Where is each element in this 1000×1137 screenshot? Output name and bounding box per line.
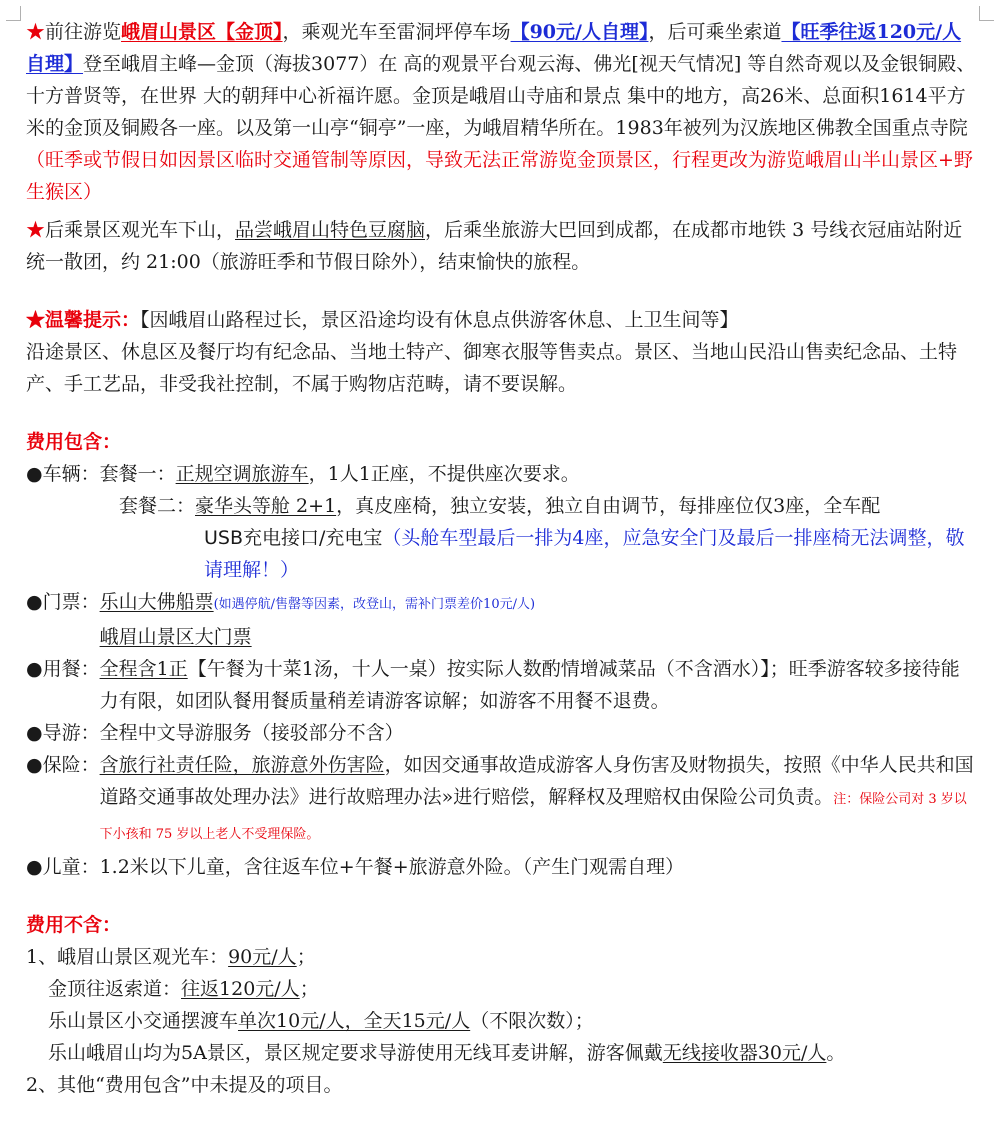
meal-row: ●用餐： 全程含1正【午餐为十菜1汤，十人一桌）按实际人数酌情增减菜品（不含酒水）】；旺季游客较多接待能力有限，如团队餐用餐质量稍差请游客谅解；如游客不用餐不退费。	[26, 658, 960, 712]
included-title: 费用包含：	[26, 431, 122, 453]
excluded-item-cableway: 金顶往返索道：往返120元/人；	[48, 978, 319, 1000]
ticket-row: ●门票： 乐山大佛船票(如遇停航/售罄等因素，改登山，需补门票差价10元/人) 峨眉山景区大门票	[26, 591, 536, 648]
itinerary-document	[26, 16, 976, 1101]
cableway-price: 【旺季往返120元/人自理】	[26, 21, 962, 75]
tofu-pudding-text: 品尝峨眉山特色豆腐脑	[235, 219, 426, 241]
insurance-row: ●保险： 含旅行社责任险，旅游意外伤害险，如因交通事故造成游客人身伤害及财物损失，按照《中华人民共和国道路交通事故处理办法》进行故赔理办法»进行赔偿，解释权及理赔权由保险公司负责。注：保险公司对 3 岁以下小孩和 75 岁以上老人不受理保险。	[26, 754, 974, 842]
return-paragraph: ★后乘景区观光车下山，品尝峨眉山特色豆腐脑，后乘坐旅游大巴回到成都，在成都市地铁 3 号线衣冠庙站附近统一散团，约 21:00（旅游旺季和节假日除外），结束愉快的旅程。	[26, 219, 963, 273]
excluded-item-1: 1、峨眉山景区观光车：90元/人；	[26, 946, 316, 968]
child-row: ●儿童： 1.2米以下儿童，含往返车位+午餐+旅游意外险。（产生门观需自理）	[26, 856, 685, 878]
excluded-item-shuttle: 乐山景区小交通摆渡车单次10元/人，全天15元/人（不限次数）；	[48, 1010, 594, 1032]
sightseeing-bus-price: 【90元/人自理】	[510, 21, 649, 43]
vehicle-package-2: 套餐二：豪华头等舱 2+1，真皮座椅，独立安装，独立自由调节，每排座位仅3座，全车配	[119, 495, 881, 517]
excluded-item-receiver: 乐山峨眉山均为5A景区，景区规定要求导游使用无线耳麦讲解，游客佩戴无线接收器30元/人。	[48, 1042, 846, 1064]
vehicle-package-2-detail: USB充电接口/充电宝（头舱车型最后一排为4座，应急安全门及最后一排座椅无法调整，敬请理解！）	[204, 527, 965, 581]
page-corner-mark-right	[979, 6, 994, 21]
tips-title: ★温馨提示：	[26, 309, 141, 331]
page-corner-mark-left	[6, 6, 21, 21]
vehicle-row: ●车辆： 套餐一：正规空调旅游车，1人1正座，不提供座次要求。	[26, 463, 580, 485]
excluded-item-2: 2、其他“费用包含”中未提及的项目。	[26, 1074, 343, 1096]
tips-section: ★温馨提示：【因峨眉山路程过长，景区沿途均设有休息点供游客休息、上卫生间等】 沿途景区、休息区及餐厅均有纪念品、当地土特产、御寒衣服等售卖点。景区、当地山民沿山售卖纪念品、土特产、手工艺品，非受我社控制，不属于购物店范畴，请不要误解。	[26, 309, 958, 395]
traffic-control-note: （旺季或节假日如因景区临时交通管制等原因，导致无法正常游览金顶景区，行程更改为游览峨眉山半山景区+野生猴区）	[26, 149, 973, 203]
star-icon: ★	[26, 21, 46, 43]
excluded-title: 费用不含：	[26, 914, 122, 936]
star-icon: ★	[26, 219, 46, 241]
jinding-scenic-link: 峨眉山景区【金顶】	[121, 21, 283, 43]
guide-row: ●导游： 全程中文导游服务（接驳部分不含）	[26, 722, 404, 744]
jinding-paragraph: ★前往游览峨眉山景区【金顶】，乘观光车至雷洞坪停车场【90元/人自理】，后可乘坐索道【旺季往返120元/人自理】登至峨眉主峰—金顶（海拔3077）在 高的观景平台观云海、佛光[视天气情况] 等自然奇观以及金银铜殿、十方普贤等，在世界 大的朝拜中心祈福许愿。金顶是峨眉山寺庙和景点 集中的地方，高26米、总面积1614平方米的金顶及铜殿各一座。以及第一山亭“铜亭”一座，为峨眉精华所在。1983年被列为汉族地区佛教全国重点寺院（旺季或节假日如因景区临时交通管制等原因，导致无法正常游览金顶景区，行程更改为游览峨眉山半山景区+野生猴区）	[26, 21, 976, 203]
